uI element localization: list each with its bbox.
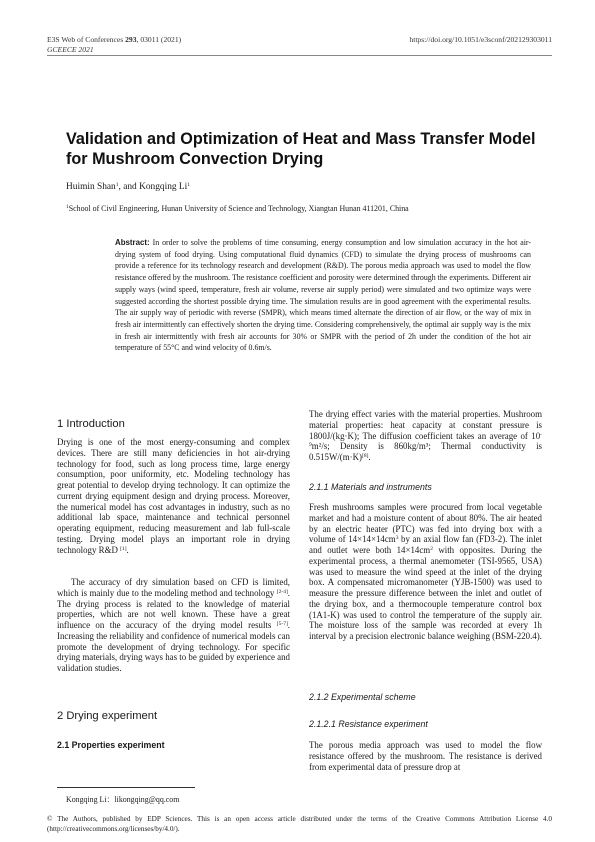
journal-citation: E3S Web of Conferences 293, 03011 (2021) bbox=[47, 35, 182, 44]
subsection-heading-scheme: 2.1.2 Experimental scheme bbox=[309, 692, 416, 702]
resistance-paragraph: The porous media approach was used to model the flow resistance offered by the mushroom. The resistance is derived from experimental data of pressure drop at bbox=[309, 740, 542, 772]
affiliation: $^1$School of Civil Engineering, Hunan University of Science and Technology, Xiangtan Hunan 411201, China bbox=[66, 204, 409, 213]
abstract-label: Abstract: bbox=[115, 238, 150, 247]
corresponding-author-footnote: Kongqing Li：likongqing@qq.com bbox=[66, 795, 180, 804]
volume-number: 293 bbox=[125, 35, 137, 44]
paper-title: Validation and Optimization of Heat and Mass Transfer Model for Mushroom Convection Drying bbox=[66, 130, 536, 168]
footnote-divider bbox=[57, 787, 195, 788]
subsection-heading-materials: 2.1.1 Materials and instruments bbox=[309, 482, 432, 492]
intro-paragraph-2: The accuracy of dry simulation based on CFD is limited, which is mainly due to the modeling method and technology [2-4]. The drying process is related to the knowledge of material properties, which are not well known. These have a great influence on the accuracy of the drying model results [5-7]. Increasing the reliability and confidence of numerical models can promote the development of drying technology. For specific drying materials, drying ways has to be guided by experience and validation studies. bbox=[57, 577, 290, 673]
abstract bbox=[115, 237, 531, 354]
abstract-text: In order to solve the problems of time consuming, energy consumption and low simulation accuracy in the hot air-drying system of food drying. Using computational fluid dynamics (CFD) to simulate the drying process of mushrooms can provide a reference for its technology research and development (R&D). The porous media approach was used to model the flow resistance offered by the mushroom. The resistance coefficient and porosity were determined through the experiments. Different air supply ways (wind speed, temperature, fresh air volume, reverse air supply period) were simulated and two optimize ways were suggested according the shortest possible drying time. The simulation results are in good agreement with the experimental results. The air supply way of periodic with reverse (SMPR), which means timed alternate the direction of air flow, or the way of mix in fresh air intermittently can effectively shorten the drying time. Considering comprehensively, the optimal air supply way is the mix in fresh air intermittently with fresh air accounts for 30% or SMPR with the period of 2h under the condition of the hot air temperature of 55°C and wind velocity of 0.6m/s. bbox=[115, 238, 531, 353]
header-divider bbox=[47, 55, 552, 56]
author-list: Huimin Shan$^1$, and Kongqing Li$^1$ bbox=[66, 182, 190, 192]
properties-paragraph: The drying effect varies with the material properties. Mushroom material properties: heat capacity at constant pressure is 1800J/(kg·K); The diffusion coefficient takes an average of $10^{-9}m^2/s$; Density is 860kg/m³; Thermal conductivity is 0.515W/(m·K)[8]. bbox=[309, 409, 542, 462]
section-heading-drying-experiment: 2 Drying experiment bbox=[57, 710, 158, 722]
materials-paragraph: Fresh mushrooms samples were procured from local vegetable market and had a moisture content of about 80%. The air heated by an electric heater (PTC) was fed into drying box with a volume of $14\times 14\times 14cm^3$ by an axial flow fan (FD3-2). The inlet and outlet were both $14\times 14cm^2$ with opposites. During the experimental process, a thermal anemometer (TSI-9565, USA) was used to measure the wind speed at the inlet of the drying box. A compensated micromanometer (YJB-1500) was used to measure the pressure difference between the inlet and outlet of the drying box, and a thermocouple temperature control box (1A1-K) was used to control the temperature of the supply air. The moisture loss of the sample was recorded at every 1h interval by a precision electronic balance weighing (BSM-220.4). bbox=[309, 502, 542, 641]
author-email[interactable]: likongqing@qq.com bbox=[114, 795, 180, 804]
doi-link[interactable]: https://doi.org/10.1051/e3sconf/202129303011 bbox=[409, 35, 552, 44]
conference-name: GCEECE 2021 bbox=[47, 45, 94, 54]
license-footer: © The Authors, published by EDP Sciences. This is an open access article distributed under the terms of the Creative Commons Attribution License 4.0 (http://creativecommons.org/licenses/by/4.0/). bbox=[47, 815, 552, 833]
section-heading-introduction: 1 Introduction bbox=[57, 418, 125, 430]
intro-paragraph-1: Drying is one of the most energy-consuming and complex devices. There are still many deficiencies in hot air-drying technology for food, such as long process time, large energy consumption, poor uniformity, etc. Modeling technology has great potential to develop drying technology. It can optimize the current drying equipment design and drying process. Moreover, the numerical model has cost advantages in industry, such as no additional lab space, maintenance and technical personnel operating equipment, reducing measurement and lab full-scale testing. Drying model plays an important role in drying technology R&D [1]. bbox=[57, 437, 290, 555]
subsection-heading-properties: 2.1 Properties experiment bbox=[57, 740, 165, 750]
subsection-heading-resistance: 2.1.2.1 Resistance experiment bbox=[309, 719, 428, 729]
